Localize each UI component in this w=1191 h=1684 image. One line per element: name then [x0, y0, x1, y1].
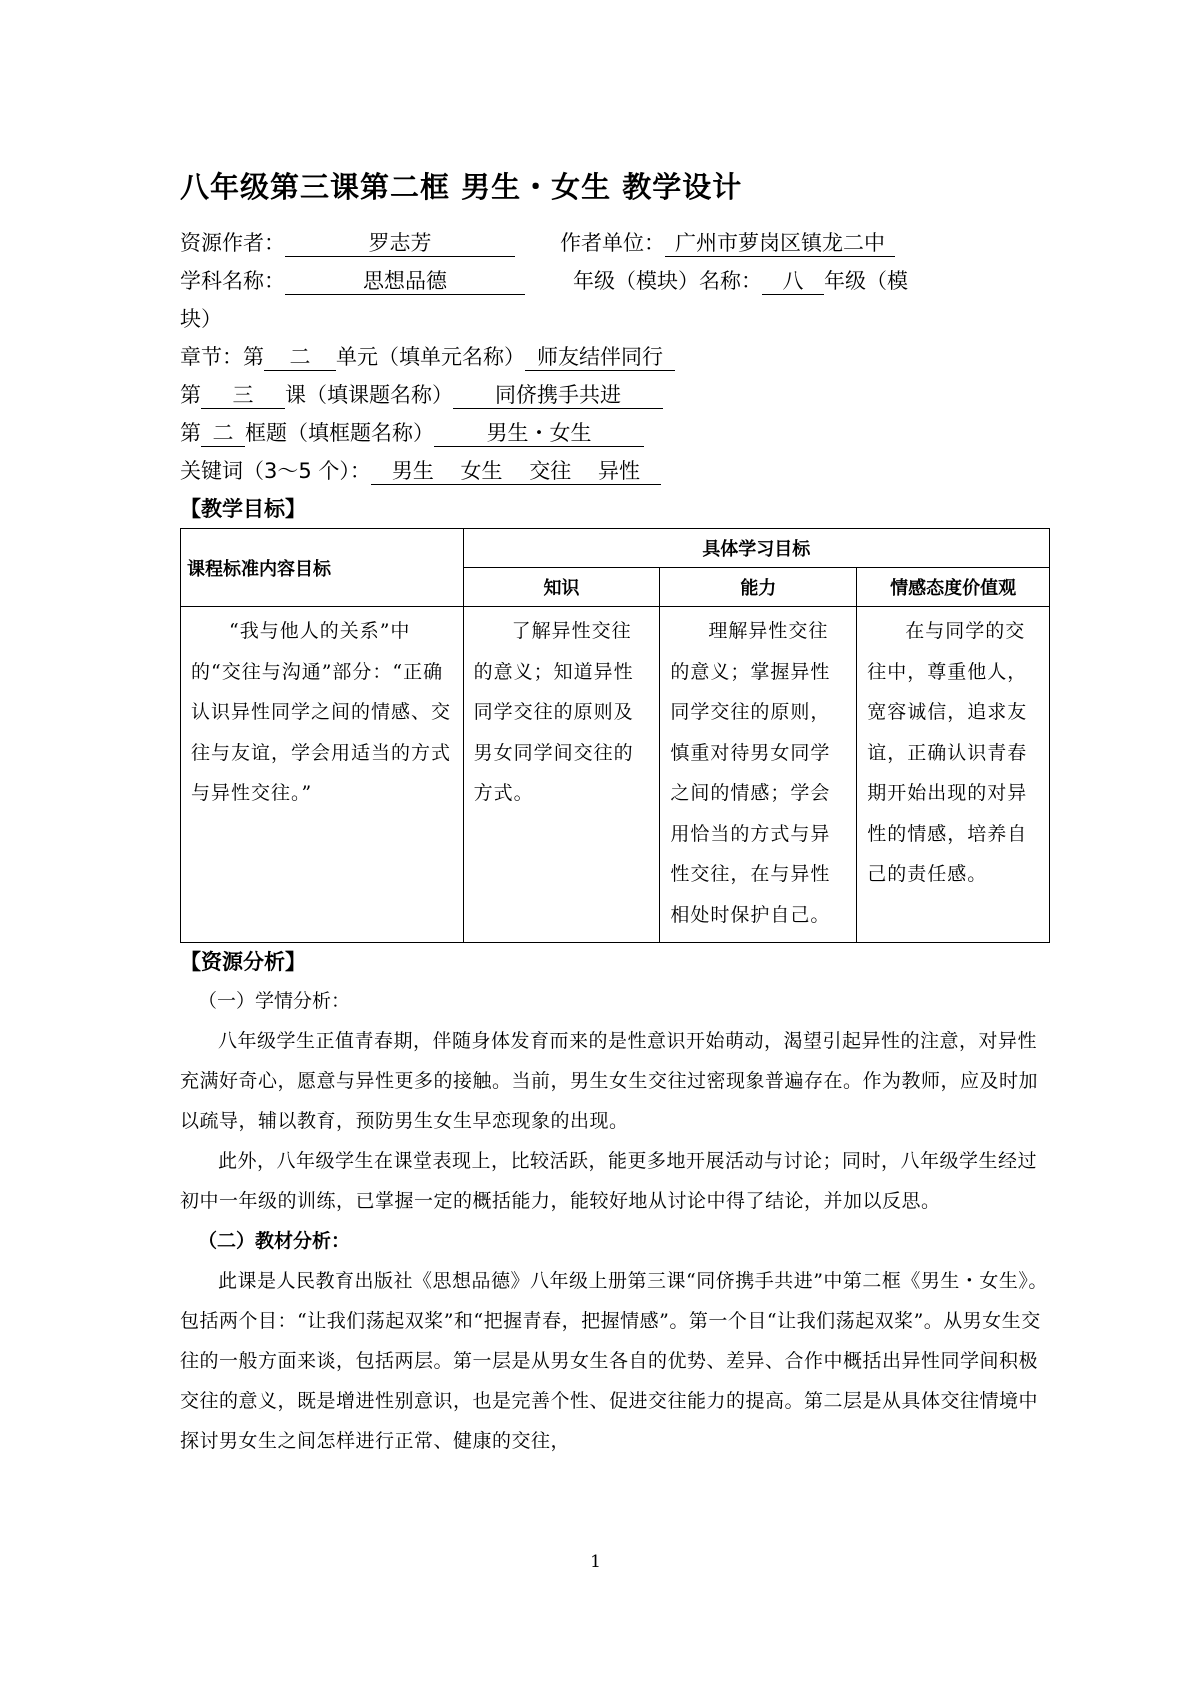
chapter-mid: 单元（填单元名称）	[336, 345, 525, 369]
grade-value: 八	[762, 268, 824, 295]
author-value: 罗志芳	[285, 230, 515, 257]
keywords-label: 关键词（3～5 个）：	[180, 459, 371, 483]
attitude-cell: 在与同学的交往中，尊重他人，宽容诚信，追求友谊，正确认识青春期开始出现的对异性的情感，培养自己的责任感。	[857, 607, 1050, 943]
chapter-line	[180, 338, 1050, 376]
ability-cell: 理解异性交往的意义；掌握异性同学交往的原则，慎重对待男女同学之间的情感；学会用恰当的方式与异性交往，在与异性相处时保护自己。	[660, 607, 857, 943]
knowledge-cell: 了解异性交往的意义；知道异性同学交往的原则及男女同学间交往的方式。	[463, 607, 660, 943]
document-page	[180, 165, 1050, 1461]
frame-name: 男生・女生	[434, 420, 644, 447]
grade-suffix: 年级（模	[824, 269, 908, 293]
lesson-line	[180, 376, 1050, 414]
student-analysis-subheading: （一）学情分析：	[198, 990, 351, 1012]
unit-value: 广州市萝岗区镇龙二中	[665, 230, 895, 257]
chapter-prefix: 章节：第	[180, 345, 264, 369]
lesson-prefix: 第	[180, 383, 201, 407]
grade-suffix-line: 块）	[180, 307, 222, 331]
frame-line	[180, 414, 1050, 452]
frame-number: 二	[201, 420, 245, 447]
resource-analysis-heading: 【资源分析】	[180, 950, 306, 974]
keywords-value: 男生 女生 交往 异性	[371, 458, 661, 485]
keywords-line	[180, 452, 1050, 490]
course-standard-header: 课程标准内容目标	[181, 529, 464, 607]
lesson-name: 同侪携手共进	[453, 382, 663, 409]
learning-goals-header: 具体学习目标	[463, 529, 1049, 568]
grade-label: 年级（模块）名称：	[573, 269, 762, 293]
ability-header: 能力	[660, 568, 857, 607]
lesson-mid: 课（填课题名称）	[285, 383, 453, 407]
textbook-analysis-subheading: （二）教材分析：	[198, 1230, 351, 1252]
student-analysis-paragraph-2: 此外，八年级学生在课堂表现上，比较活跃，能更多地开展活动与讨论；同时，八年级学生经过初中一年级的训练，已掌握一定的概括能力，能较好地从讨论中得了结论，并加以反思。	[180, 1150, 1038, 1212]
frame-prefix: 第	[180, 421, 201, 445]
subject-value: 思想品德	[285, 268, 525, 295]
teaching-goals-table	[180, 528, 1050, 943]
standard-cell: “我与他人的关系”中的“交往与沟通”部分：“正确认识异性同学之间的情感、交往与友谊，学会用适当的方式与异性交往。”	[181, 607, 464, 943]
author-label: 资源作者：	[180, 231, 285, 255]
author-line	[180, 224, 1050, 262]
chapter-number: 二	[264, 344, 336, 371]
subject-line	[180, 262, 1050, 300]
unit-label: 作者单位：	[560, 231, 665, 255]
student-analysis-paragraph-1: 八年级学生正值青春期，伴随身体发育而来的是性意识开始萌动，渴望引起异性的注意，对异性充满好奇心，愿意与异性更多的接触。当前，男生女生交往过密现象普遍存在。作为教师，应及时加以疏导，辅以教育，预防男生女生早恋现象的出现。	[180, 1030, 1039, 1132]
page-number: 1	[590, 1552, 601, 1572]
textbook-analysis-paragraph: 此课是人民教育出版社《思想品德》八年级上册第三课“同侪携手共进”中第二框《男生・女生》。包括两个目：“让我们荡起双桨”和“把握青春，把握情感”。第一个目“让我们荡起双桨”。从男女生交往的一般方面来谈，包括两层。第一层是从男女生各自的优势、差异、合作中概括出异性同学间积极交往的意义，既是增进性别意识，也是完善个性、促进交往能力的提高。第二层是从具体交往情境中探讨男女生之间怎样进行正常、健康的交往，	[180, 1270, 1048, 1452]
teaching-goals-heading: 【教学目标】	[180, 497, 306, 521]
chapter-name: 师友结伴同行	[525, 344, 675, 371]
subject-label: 学科名称：	[180, 269, 285, 293]
attitude-header: 情感态度价值观	[857, 568, 1050, 607]
frame-mid: 框题（填框题名称）	[245, 421, 434, 445]
lesson-number: 三	[201, 382, 285, 409]
knowledge-header: 知识	[463, 568, 660, 607]
document-title: 八年级第三课第二框 男生・女生 教学设计	[180, 170, 743, 204]
